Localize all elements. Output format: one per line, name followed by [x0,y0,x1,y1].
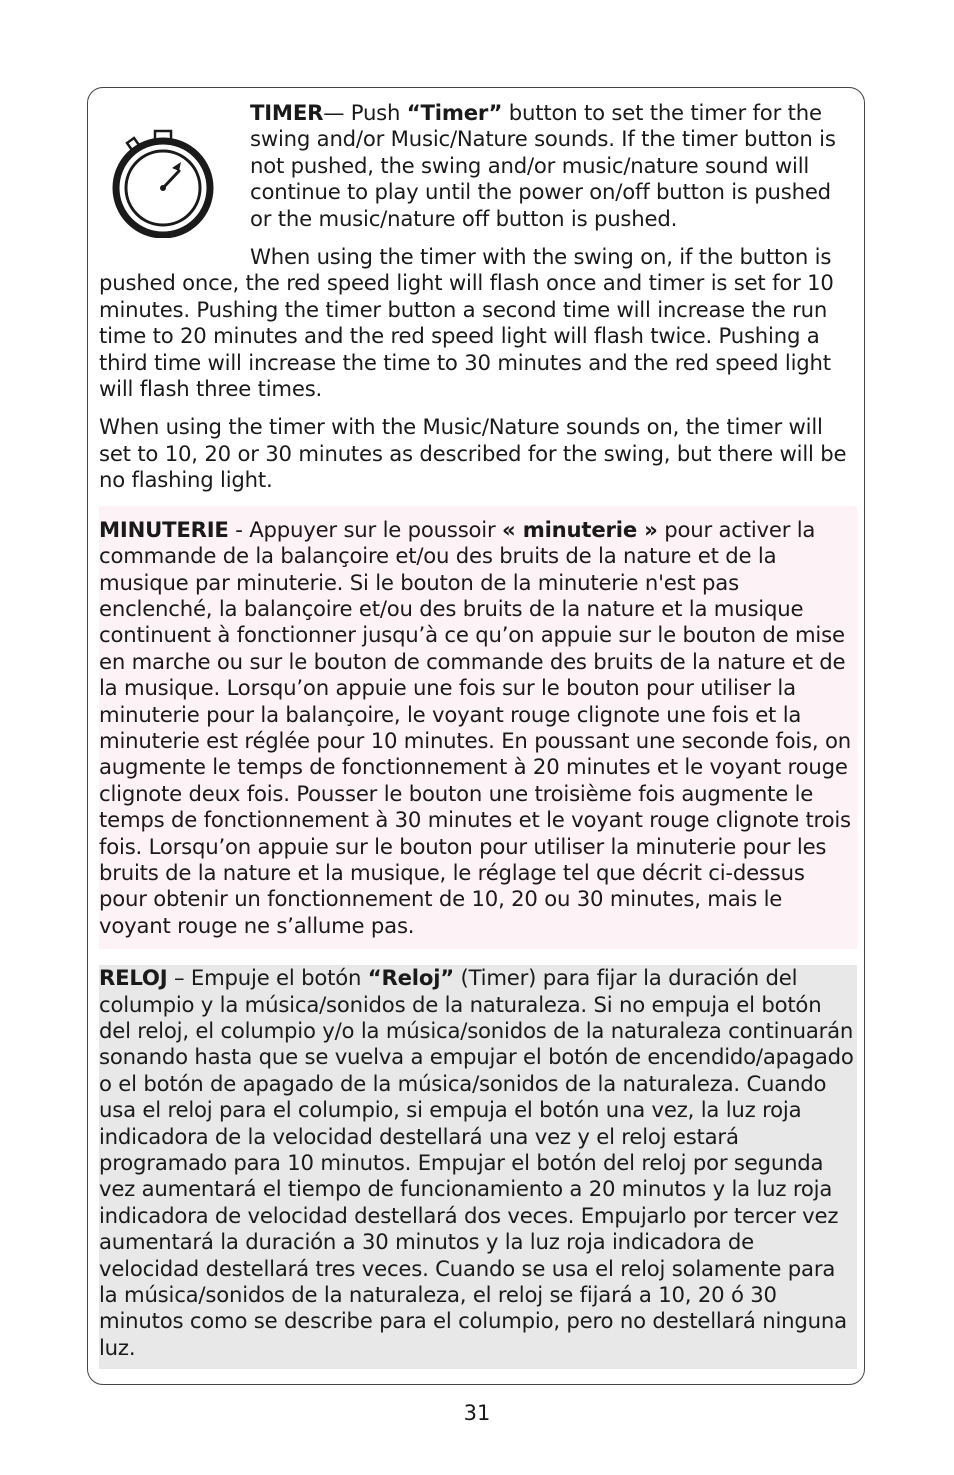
english-timer-section [99,100,857,494]
spanish-body-text: (Timer) para fijar la duración del columpio y la música/sonidos de la naturaleza. Si no empuja el botón del reloj, el columpio y/o la música/sonidos de la naturaleza continuarán sonando hasta que se vuelva a empujar el botón de encendido/apagado o el botón de apagado de la música/sonidos de la naturaleza. Cuando usa el reloj para el columpio, si empuja el botón una vez, la luz roja indicadora de la velocidad destellará una vez y el reloj estará programado para 10 minutos. Empujar el botón del reloj por segunda vez aumentará el tiempo de funcionamiento a 20 minutos y la luz roja indicadora de velocidad destellará dos veces. Empujarlo por tercer vez aumentará la duración a 30 minutos y la luz roja indicadora de velocidad destellará tres veces. Cuando se usa el reloj solamente para la música/sonidos de la naturaleza, el reloj se fijará a 10, 20 ó 30 minutos como se describe para el columpio, pero no destellará ninguna luz. [99,965,854,1360]
spanish-button-name: “Reloj” [367,965,454,991]
french-body-text: pour activer la commande de la balançoire et/ou des bruits de la nature et de la musique par minuterie. Si le bouton de la minuterie n'est pas enclenché, la balançoire et/ou des bruits de la nature et la musique continuent à fonctionner jusqu’à ce qu’on appuie sur le bouton de mise en marche ou sur le bouton de commande des bruits de la nature et de la musique. Lorsqu’on appuie une fois sur le bouton pour utiliser la minuterie pour la balançoire, le voyant rouge clignote une fois et la minuterie est réglée pour 10 minutes. En poussant une seconde fois, on augmente le temps de fonctionnement à 20 minutes et le voyant rouge clignote deux fois. Pousser le bouton une troisième fois augmente le temps de fonctionnement à 30 minutes et le voyant rouge clignote trois fois. Lorsqu’on appuie sur le bouton pour utiliser la minuterie pour les bruits de la nature et la musique, le réglage tel que décrit ci-dessus pour obtenir un fonctionnement de 10, 20 ou 30 minutes, mais le voyant rouge ne s’allume pas. [99,516,851,938]
stopwatch-icon [109,126,217,238]
page-number: 31 [463,1401,491,1425]
timer-dash-text: — Push [323,100,407,125]
french-button-name: « minuterie » [502,516,658,542]
timer-heading: TIMER [250,100,324,125]
spacer [99,402,857,414]
page-content [99,100,857,1369]
spanish-heading: RELOJ [99,965,168,991]
french-section [99,506,857,950]
timer-button-name: “Timer” [406,100,503,125]
spanish-section [99,965,857,1369]
french-dash-text: - Appuyer sur le poussoir [228,516,503,542]
timer-intro-text: button to set the timer for the swing and/or Music/Nature sounds. If the timer button is not pushed, the swing and/or music/nature sound will continue to play until the power on/off button is pushed or the music/nature off button is pushed. [250,100,836,231]
french-paragraph [99,517,857,940]
spanish-paragraph [99,965,857,1361]
spanish-dash-text: – Empuje el botón [167,965,368,991]
music-timer-paragraph: When using the timer with the Music/Nature sounds on, the timer will set to 10, 20 or 30 minutes as described for the swing, but there will be no flashing light. [99,414,847,493]
french-heading: MINUTERIE [99,516,229,542]
swing-timer-paragraph: When using the timer with the swing on, if the button is pushed once, the red speed light will flash once and timer is set for 10 minutes. Pushing the timer button a second time will increase the run time to 20 minutes and the red speed light will flash twice. Pushing a third time will increase the time to 30 minutes and the red speed light will flash three times. [99,244,834,402]
